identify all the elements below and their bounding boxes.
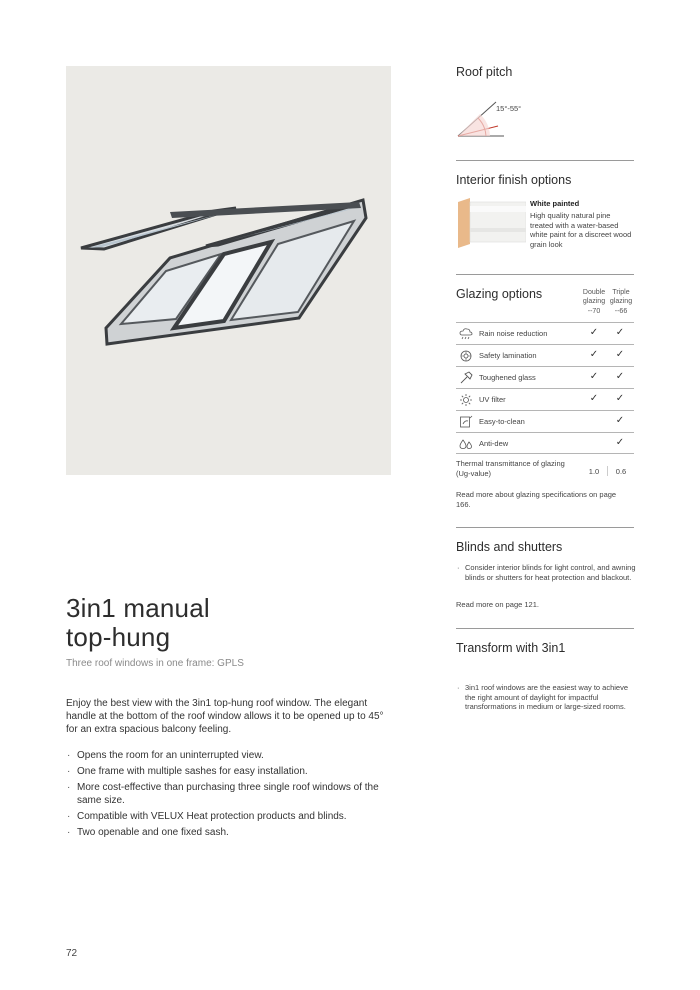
roof-pitch-heading: Roof pitch xyxy=(456,65,513,79)
finish-description: High quality natural pine treated with a water-based white paint for a discreet wood grain look xyxy=(530,211,632,249)
glazing-read-more: Read more about glazing specifications on page 166. xyxy=(456,490,617,509)
rain-icon xyxy=(459,327,473,341)
double-check: ✓ xyxy=(589,349,599,360)
blinds-heading: Blinds and shutters xyxy=(456,540,563,554)
feature-item: · Compatible with VELUX Heat protection products and blinds. xyxy=(66,810,386,823)
page-title xyxy=(66,594,396,652)
double-glazing-code: --70 xyxy=(587,308,601,315)
feature-item: · Two openable and one fixed sash. xyxy=(66,826,386,839)
triple-check: ✓ xyxy=(615,371,625,382)
glazing-row-label: Toughened glass xyxy=(479,373,536,382)
blinds-bullet: · Consider interior blinds for light control, and awning blinds or shutters for heat protection and blackout. xyxy=(456,563,643,582)
triple-glazing-code: --66 xyxy=(614,308,628,315)
finish-name: White painted xyxy=(530,199,580,208)
triple-check: ✓ xyxy=(615,415,625,426)
page-number: 72 xyxy=(66,948,78,959)
transform-heading: Transform with 3in1 xyxy=(456,641,566,655)
glazing-row xyxy=(456,344,634,366)
divider xyxy=(456,628,634,629)
thermal-double-value: 1.0 xyxy=(588,467,600,476)
feature-item: · One frame with multiple sashes for easy installation. xyxy=(66,765,386,778)
double-check: ✓ xyxy=(589,327,599,338)
triple-glazing-header: Triple glazing xyxy=(609,289,633,305)
divider xyxy=(456,160,634,161)
divider xyxy=(456,274,634,275)
glazing-row-label: Anti-dew xyxy=(479,439,509,448)
glazing-row-label: Safety lamination xyxy=(479,351,537,360)
transform-bullet: · 3in1 roof windows are the easiest way to achieve the right amount of daylight for impactful transformations in medium or large-sized rooms. xyxy=(456,683,630,712)
glazing-row-label: Rain noise reduction xyxy=(479,329,548,338)
blinds-read-more: Read more on page 121. xyxy=(456,600,539,609)
triple-check: ✓ xyxy=(615,393,625,404)
drops-icon xyxy=(459,437,473,451)
sun-icon xyxy=(459,393,473,407)
glazing-row xyxy=(456,410,634,432)
pitch-angle-icon xyxy=(456,96,536,142)
triple-check: ✓ xyxy=(615,437,625,448)
pine-finish-swatch xyxy=(458,198,526,248)
thermal-triple-value: 0.6 xyxy=(615,467,627,476)
glazing-heading: Glazing options xyxy=(456,287,543,301)
intro-paragraph: Enjoy the best view with the 3in1 top-hung roof window. The elegant handle at the bottom of the roof window allows it to be opened up to 45° for an extra spacious balcony feeling. xyxy=(66,698,384,735)
thermal-transmittance-label: Thermal transmittance of glazing (Ug-value) xyxy=(456,459,565,478)
feature-item: · More cost-effective than purchasing three single roof windows of the same size. xyxy=(66,781,386,807)
triple-check: ✓ xyxy=(615,349,625,360)
glazing-row-label: Easy-to-clean xyxy=(479,417,525,426)
feature-list xyxy=(66,749,386,842)
glazing-row xyxy=(456,388,634,410)
clean-icon xyxy=(459,415,473,429)
hammer-icon xyxy=(459,371,473,385)
safety-icon xyxy=(459,349,473,363)
interior-finish-heading: Interior finish options xyxy=(456,173,572,187)
title-line-2: top-hung xyxy=(66,622,171,652)
roof-window-illustration xyxy=(66,66,391,475)
product-subtitle: Three roof windows in one frame: GPLS xyxy=(66,658,244,669)
glazing-table xyxy=(456,322,634,454)
glazing-row xyxy=(456,432,634,454)
glazing-row-label: UV filter xyxy=(479,395,506,404)
pitch-range: 15°-55° xyxy=(496,104,522,113)
wood-profile-icon xyxy=(458,198,526,248)
triple-check: ✓ xyxy=(615,327,625,338)
double-check: ✓ xyxy=(589,393,599,404)
glazing-row xyxy=(456,366,634,388)
double-glazing-header: Double glazing xyxy=(582,289,606,305)
divider xyxy=(456,527,634,528)
product-photo xyxy=(66,66,391,475)
roof-pitch-diagram xyxy=(456,96,536,142)
double-check: ✓ xyxy=(589,371,599,382)
feature-item: · Opens the room for an uninterrupted view. xyxy=(66,749,386,762)
title-line-1: 3in1 manual xyxy=(66,593,210,623)
glazing-row xyxy=(456,322,634,344)
